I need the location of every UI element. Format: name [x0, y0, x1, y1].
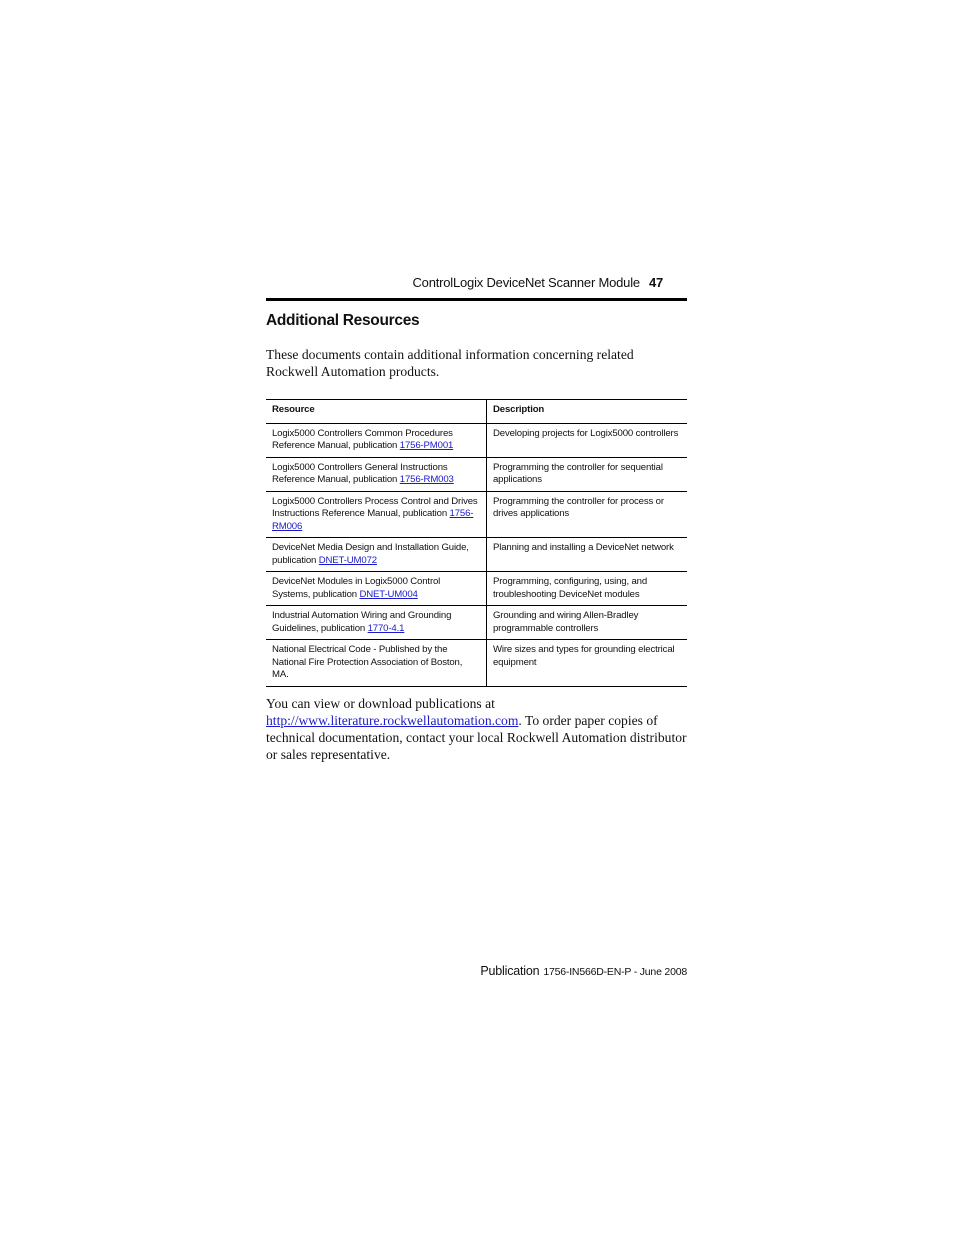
publication-link[interactable]: 1770-4.1: [367, 622, 405, 634]
publication-link[interactable]: 1756-RM003: [399, 474, 454, 485]
resource-cell: [266, 491, 487, 538]
page-number: 47: [648, 275, 663, 290]
description-cell: Programming the controller for sequential applications: [487, 457, 688, 491]
resource-text: Logix5000 Controllers Common Procedures Reference Manual, publication: [272, 427, 453, 451]
intro-paragraph: These documents contain additional information concerning related Rockwell Automation products.: [266, 347, 634, 379]
table-row: [266, 572, 687, 606]
publication-number: 1756-IN566D-EN-P - June 2008: [543, 966, 687, 978]
description-cell: Wire sizes and types for grounding electrical equipment: [487, 640, 688, 687]
description-cell: Planning and installing a DeviceNet network: [487, 538, 688, 572]
column-header-resource: Resource: [266, 400, 487, 424]
description-cell: Grounding and wiring Allen-Bradley programmable controllers: [487, 606, 688, 640]
literature-link[interactable]: http://www.literature.rockwellautomation.com: [266, 713, 519, 728]
section-title: Additional Resources: [266, 312, 420, 329]
resource-text: National Electrical Code - Published by the National Fire Protection Association of Boston, MA.: [272, 644, 463, 680]
table-row: [266, 491, 687, 538]
resource-cell: [266, 423, 487, 457]
table-header-row: [266, 400, 687, 424]
publication-link[interactable]: DNET-UM004: [359, 588, 418, 600]
page-footer: [480, 962, 687, 980]
resource-text: Industrial Automation Wiring and Grounding Guidelines, publication: [272, 610, 452, 634]
publication-link[interactable]: DNET-UM072: [318, 554, 377, 566]
table-row: [266, 640, 687, 687]
resource-cell: [266, 538, 487, 572]
resource-cell: [266, 457, 487, 491]
outro-text-before: You can view or download publications at: [266, 696, 495, 711]
resource-text: DeviceNet Modules in Logix5000 Control Systems, publication: [272, 576, 441, 600]
description-cell: Programming, configuring, using, and troubleshooting DeviceNet modules: [487, 572, 688, 606]
description-cell: Programming the controller for process or drives applications: [487, 491, 688, 538]
header-title: ControlLogix DeviceNet Scanner Module: [412, 275, 640, 290]
table-row: [266, 606, 687, 640]
publication-label: Publication: [480, 964, 540, 978]
resource-text: Logix5000 Controllers Process Control and Drives Instructions Reference Manual, publication: [272, 495, 478, 519]
table-row: [266, 457, 687, 491]
publication-link[interactable]: 1756-PM001: [399, 440, 454, 451]
header-rule: [266, 298, 687, 301]
outro-paragraph: [266, 695, 687, 763]
resource-cell: [266, 640, 487, 687]
resource-text: Logix5000 Controllers General Instructions Reference Manual, publication: [272, 461, 448, 485]
publication-link[interactable]: 1756-RM006: [272, 508, 474, 532]
resource-text: DeviceNet Media Design and Installation Guide, publication: [272, 542, 469, 566]
resources-table: [266, 399, 687, 687]
table-row: [266, 423, 687, 457]
resource-cell: [266, 572, 487, 606]
table-row: [266, 538, 687, 572]
running-header: [412, 275, 663, 290]
description-cell: Developing projects for Logix5000 controllers: [487, 423, 688, 457]
outro-text-after: . To order paper copies of technical documentation, contact your local Rockwell Automation distributor or sales representative.: [266, 713, 687, 762]
resource-cell: [266, 606, 487, 640]
column-header-description: Description: [487, 400, 688, 424]
